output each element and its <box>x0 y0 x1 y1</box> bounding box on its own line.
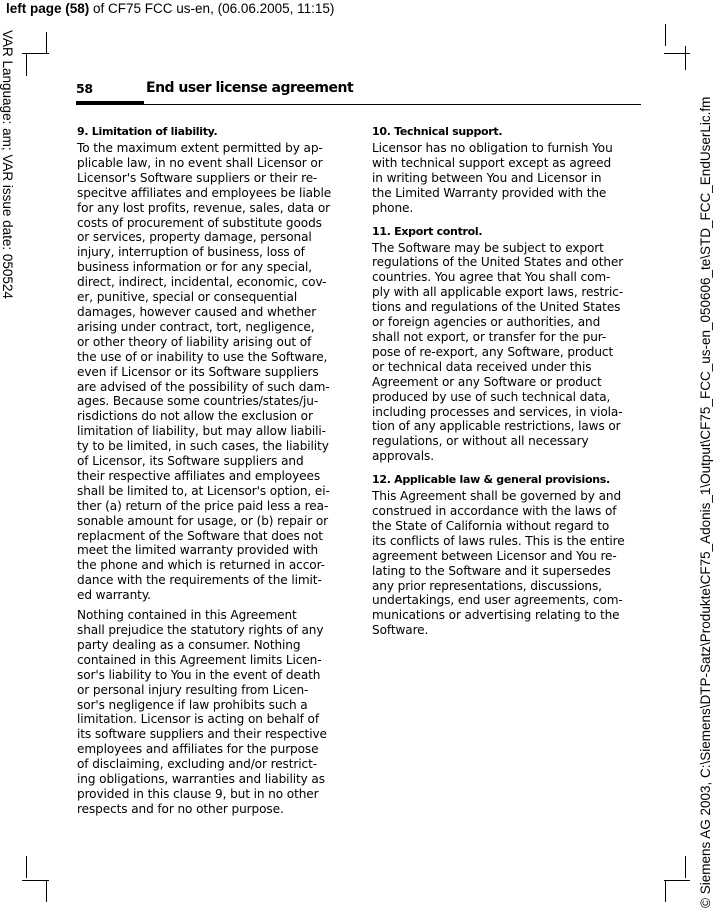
text-line: any prior representations, discussions, <box>372 578 602 593</box>
text-line: its conflicts of laws rules. This is the entire <box>372 533 625 548</box>
text-line: approvals. <box>372 449 434 464</box>
section-11-heading: 11. Export control. <box>372 224 483 238</box>
text-line: ply with all applicable export laws, restric- <box>372 285 624 300</box>
right-column <box>372 122 642 643</box>
text-line: in writing between You and Licensor in <box>372 170 602 185</box>
crop-mark <box>22 880 49 881</box>
text-line: or technical data received under this <box>372 359 592 374</box>
text-line: pose of re-export, any Software, product <box>372 344 614 359</box>
header-rule-thick <box>76 101 144 105</box>
text-line: Licensor has no obligation to furnish You <box>372 141 613 155</box>
crop-mark <box>685 46 686 70</box>
text-line: arising under contract, tort, negligence, <box>77 319 315 334</box>
copyright-path-text: © Siemens AG 2003, C:\Siemens\DTP-Satz\Produkte\CF75_Adonis_1\Output\CF75_FCC_us-en_050606_te\STD_FCC_EndUserLic.fm <box>698 96 713 908</box>
crop-mark <box>665 880 666 902</box>
text-line: ty to be limited, in such cases, the liability <box>77 439 329 454</box>
text-line: business information or for any special, <box>77 260 313 275</box>
text-line: agreement between Licensor and You re- <box>372 548 617 563</box>
text-line: for any lost profits, revenue, sales, data or <box>77 200 330 215</box>
text-line: regulations of the United States and other <box>372 255 624 270</box>
text-line: munications or advertising relating to the <box>372 608 620 623</box>
text-line: direct, indirect, incidental, economic, cov- <box>77 275 327 290</box>
text-line: produced by use of such technical data, <box>372 389 611 404</box>
text-line: limitation. Licensor is acting on behalf of <box>77 712 320 727</box>
crop-mark <box>46 880 47 902</box>
crop-mark <box>664 53 690 54</box>
copyright-path-note <box>698 28 714 908</box>
text-line: contained in this Agreement limits Licen- <box>77 652 322 667</box>
language-note <box>0 30 15 370</box>
section-10-heading: 10. Technical support. <box>372 125 503 138</box>
text-line: costs of procurement of substitute goods <box>77 215 322 230</box>
text-line: sor's negligence if law prohibits such a <box>77 697 308 712</box>
text-line: or other theory of liability arising out of <box>77 334 312 349</box>
text-line: party dealing as a consumer. Nothing <box>77 637 301 652</box>
text-line: or foreign agencies or authorities, and <box>372 315 601 330</box>
text-line: of disclaiming, excluding and/or restrict- <box>77 757 317 772</box>
crop-mark <box>26 856 27 878</box>
section-12-paragraph <box>372 489 642 638</box>
text-line: of Licensor, its Software suppliers and <box>77 454 304 469</box>
text-line: plicable law, in no event shall Licensor or <box>77 155 323 170</box>
page-number: 58 <box>76 81 93 96</box>
section-9-paragraph-1 <box>77 141 369 603</box>
text-line: limitation of liability, but may allow liabili- <box>77 424 326 439</box>
header-rule <box>144 104 641 105</box>
text-line: shall prejudice the statutory rights of any <box>77 623 324 637</box>
text-line: meet the limited warranty provided with <box>77 543 319 558</box>
text-line: dance with the requirements of the limit- <box>77 573 322 588</box>
crop-mark <box>22 53 49 54</box>
text-line: To the maximum extent permitted by ap- <box>77 141 323 155</box>
text-line: injury, interruption of business, loss of <box>77 245 305 260</box>
text-line: Software. <box>372 623 429 638</box>
text-line: specitve affiliates and employees be liable <box>77 185 332 200</box>
left-column <box>77 122 369 822</box>
text-line: their respective affiliates and employees <box>77 468 321 483</box>
section-10-paragraph <box>372 141 642 216</box>
section-11-paragraph <box>372 241 642 465</box>
text-line: the phone and which is returned in accor- <box>77 558 325 573</box>
text-line: This Agreement shall be governed by and <box>372 489 622 504</box>
text-line: even if Licensor or its Software suppliers <box>77 364 319 379</box>
text-line: or services, property damage, personal <box>77 230 312 245</box>
text-line: the State of California without regard to <box>372 518 610 533</box>
running-header-title: End user license agreement <box>146 80 354 96</box>
text-line: ed warranty. <box>77 588 151 603</box>
text-line: replacment of the Software that does not <box>77 528 323 543</box>
text-line: with technical support except as agreed <box>372 155 612 170</box>
text-line: tion of any applicable restrictions, laws or <box>372 419 621 434</box>
text-line: er, punitive, special or consequential <box>77 290 298 305</box>
text-line: shall not export, or transfer for the pur- <box>372 329 607 344</box>
text-line: The Software may be subject to export <box>372 240 604 255</box>
text-line: Nothing contained in this Agreement <box>77 608 297 623</box>
crop-mark <box>664 880 690 881</box>
text-line: or personal injury resulting from Licen- <box>77 682 309 697</box>
text-line: sonable amount for usage, or (b) repair or <box>77 513 329 528</box>
text-line: are advised of the possibility of such dam- <box>77 379 330 394</box>
text-line: undertakings, end user agreements, com- <box>372 593 623 608</box>
slug-page-label: left page (58) <box>6 1 90 16</box>
print-slug <box>6 0 334 17</box>
slug-file-info: of CF75 FCC us-en, (06.06.2005, 11:15) <box>89 1 335 16</box>
crop-mark <box>685 856 686 878</box>
text-line: phone. <box>372 200 414 215</box>
text-line: regulations, or without all necessary <box>372 434 589 449</box>
crop-mark <box>26 53 27 76</box>
text-line: risdictions do not allow the exclusion or <box>77 409 313 424</box>
text-line: ther (a) return of the price paid less a rea- <box>77 498 329 513</box>
text-line: the Limited Warranty provided with the <box>372 185 607 200</box>
text-line: provided in this clause 9, but in no other <box>77 786 319 801</box>
text-line: lating to the Software and it supersedes <box>372 563 611 578</box>
language-note-text: VAR Language: am; VAR issue date: 050524 <box>0 30 15 299</box>
text-line: ing obligations, warranties and liability as <box>77 772 325 787</box>
text-line: employees and affiliates for the purpose <box>77 742 319 757</box>
text-line: including processes and services, in viola- <box>372 404 623 419</box>
text-line: tions and regulations of the United States <box>372 300 621 315</box>
text-line: sor's liability to You in the event of death <box>77 667 321 682</box>
section-9-heading: 9. Limitation of liability. <box>77 125 218 138</box>
text-line: shall be limited to, at Licensor's option, ei- <box>77 483 330 498</box>
crop-mark <box>665 24 666 46</box>
text-line: ages. Because some countries/states/ju- <box>77 394 319 409</box>
text-line: construed in accordance with the laws of <box>372 504 617 519</box>
text-line: its software suppliers and their respective <box>77 727 327 742</box>
text-line: Licensor's Software suppliers or their re- <box>77 170 318 185</box>
section-12-heading: 12. Applicable law & general provisions. <box>372 473 610 487</box>
text-line: countries. You agree that You shall com- <box>372 270 611 285</box>
section-9-paragraph-2 <box>77 608 369 817</box>
text-line: respects and for no other purpose. <box>77 801 284 816</box>
text-line: damages, however caused and whether <box>77 304 317 319</box>
text-line: Agreement or any Software or product <box>372 374 602 389</box>
text-line: the use of or inability to use the Software, <box>77 349 328 364</box>
crop-mark <box>46 32 47 54</box>
